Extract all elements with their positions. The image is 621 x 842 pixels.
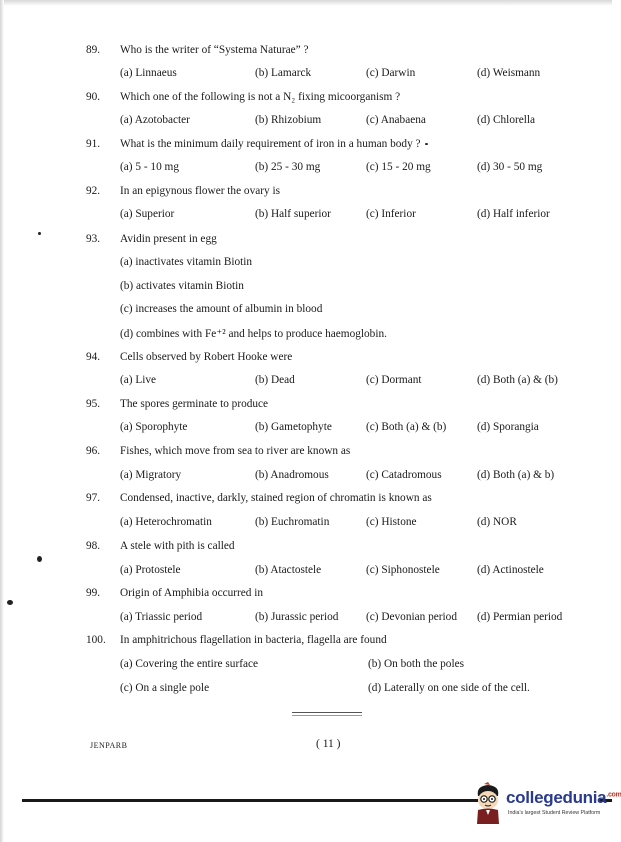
option-c: (c) Siphonostele [366,564,440,576]
option-d: (d) Chlorella [477,114,536,126]
question-100 [0,634,612,652]
separator-line [292,712,362,716]
question-number: 89. [86,44,101,56]
option-a: (a) Migratory [120,469,182,481]
logo-name: collegedunia [506,788,607,807]
question-text: What is the minimum daily requirement of iron in a human body ? [120,138,421,150]
options-row [0,161,612,179]
option-b: (b) Lamarck [255,67,312,79]
options-row [0,421,612,439]
option-d: (d) combines with Fe⁺² and helps to produce haemoglobin. [120,328,387,340]
option-b: (b) Atactostele [255,564,322,576]
option-b: (b) On both the poles [368,658,465,670]
question-92 [0,185,612,203]
scan-edge-top [0,0,612,6]
question-95 [0,398,612,416]
question-text: Cells observed by Robert Hooke were [120,351,293,363]
logo-tagline: India's largest Student Review Platform [508,810,601,816]
option-a: (a) Protostele [120,564,181,576]
question-number: 98. [86,540,101,552]
footer-rule [22,799,478,802]
question-number: 96. [86,445,101,457]
booklet-code: JENPARB [90,741,128,750]
option-c: (c) Dormant [366,374,422,386]
question-text: In an epigynous flower the ovary is [120,185,280,197]
question-99 [0,587,612,605]
option-d: (d) 30 - 50 mg [477,161,543,173]
options-row [0,682,612,700]
option-d: (d) Both (a) & b) [477,469,555,481]
options-row [0,516,612,534]
question-number: 95. [86,398,101,410]
question-text: In amphitrichous flagellation in bacteria, flagella are found [120,634,387,646]
question-text: Condensed, inactive, darkly, stained region of chromatin is known as [120,492,432,504]
question-text: Origin of Amphibia occurred in [120,587,264,599]
option-a: (a) inactivates vitamin Biotin [120,256,253,268]
options-row [0,374,612,392]
option-b: (b) Dead [255,374,295,386]
question-text: Which one of the following is not a N₂ fixing micoorganism ? [120,91,401,103]
option-d: (d) Sporangia [477,421,539,433]
question-text: Fishes, which move from sea to river are known as [120,445,351,457]
option-a: (a) Covering the entire surface [120,658,259,670]
question-number: 99. [86,587,101,599]
option-b: (b) Euchromatin [255,516,330,528]
options-row [0,256,612,274]
question-90 [0,91,612,109]
question-text: A stele with pith is called [120,540,235,552]
option-d: (d) Weismann [477,67,541,79]
option-b: (b) activates vitamin Biotin [120,280,244,292]
mascot-icon [472,782,504,826]
question-97 [0,492,612,510]
options-row [0,280,612,298]
options-row [0,303,612,321]
option-d: (d) Actinostele [477,564,544,576]
option-b: (b) Jurassic period [255,611,339,623]
option-d: (d) Permian period [477,611,563,623]
option-b: (b) Half superior [255,208,331,220]
options-row [0,658,612,676]
option-b: (b) Rhizobium [255,114,322,126]
option-b: (b) 25 - 30 mg [255,161,321,173]
question-98 [0,540,612,558]
question-96 [0,445,612,463]
option-c: (c) Histone [366,516,417,528]
question-number: 97. [86,492,101,504]
question-text: Avidin present in egg [120,233,217,245]
options-row [0,327,612,345]
option-b: (b) Anadromous [255,469,329,481]
option-c: (c) Inferior [366,208,416,220]
option-c: (c) Both (a) & (b) [366,421,447,433]
question-91 [0,138,612,156]
question-number: 100. [86,634,106,646]
question-number: 90. [86,91,101,103]
option-a: (a) Triassic period [120,611,203,623]
option-c: (c) Catadromous [366,469,442,481]
options-row [0,469,612,487]
option-c: (c) Anabaena [366,114,426,126]
option-c: (c) increases the amount of albumin in blood [120,303,323,315]
option-a: (a) Azotobacter [120,114,190,126]
question-number: 93. [86,233,101,245]
page-number: ( 11 ) [316,738,341,750]
option-c: (c) Darwin [366,67,416,79]
question-93 [0,233,612,251]
options-row [0,114,612,132]
option-a: (a) Heterochromatin [120,516,212,528]
options-row [0,67,612,85]
option-a: (a) Live [120,374,157,386]
question-94 [0,351,612,369]
option-a: (a) Superior [120,208,175,220]
option-c: (c) Devonian period [366,611,457,623]
options-row [0,564,612,582]
question-number: 91. [86,138,101,150]
question-text: The spores germinate to produce [120,398,269,410]
option-d: (d) Half inferior [477,208,550,220]
question-number: 94. [86,351,101,363]
option-c: (c) On a single pole [120,682,210,694]
collegedunia-logo [472,780,621,830]
option-c: (c) 15 - 20 mg [366,161,431,173]
option-d: (d) Both (a) & (b) [477,374,558,386]
option-a: (a) 5 - 10 mg [120,161,179,173]
option-a: (a) Sporophyte [120,421,188,433]
question-text: Who is the writer of “Systema Naturae” ? [120,44,309,56]
option-b: (b) Gametophyte [255,421,332,433]
question-89 [0,44,612,62]
option-d: (d) Laterally on one side of the cell. [368,682,530,694]
question-number: 92. [86,185,101,197]
option-a: (a) Linnaeus [120,67,177,79]
options-row [0,208,612,226]
options-row [0,611,612,629]
option-d: (d) NOR [477,516,517,528]
logo-suffix: .com [606,791,621,799]
